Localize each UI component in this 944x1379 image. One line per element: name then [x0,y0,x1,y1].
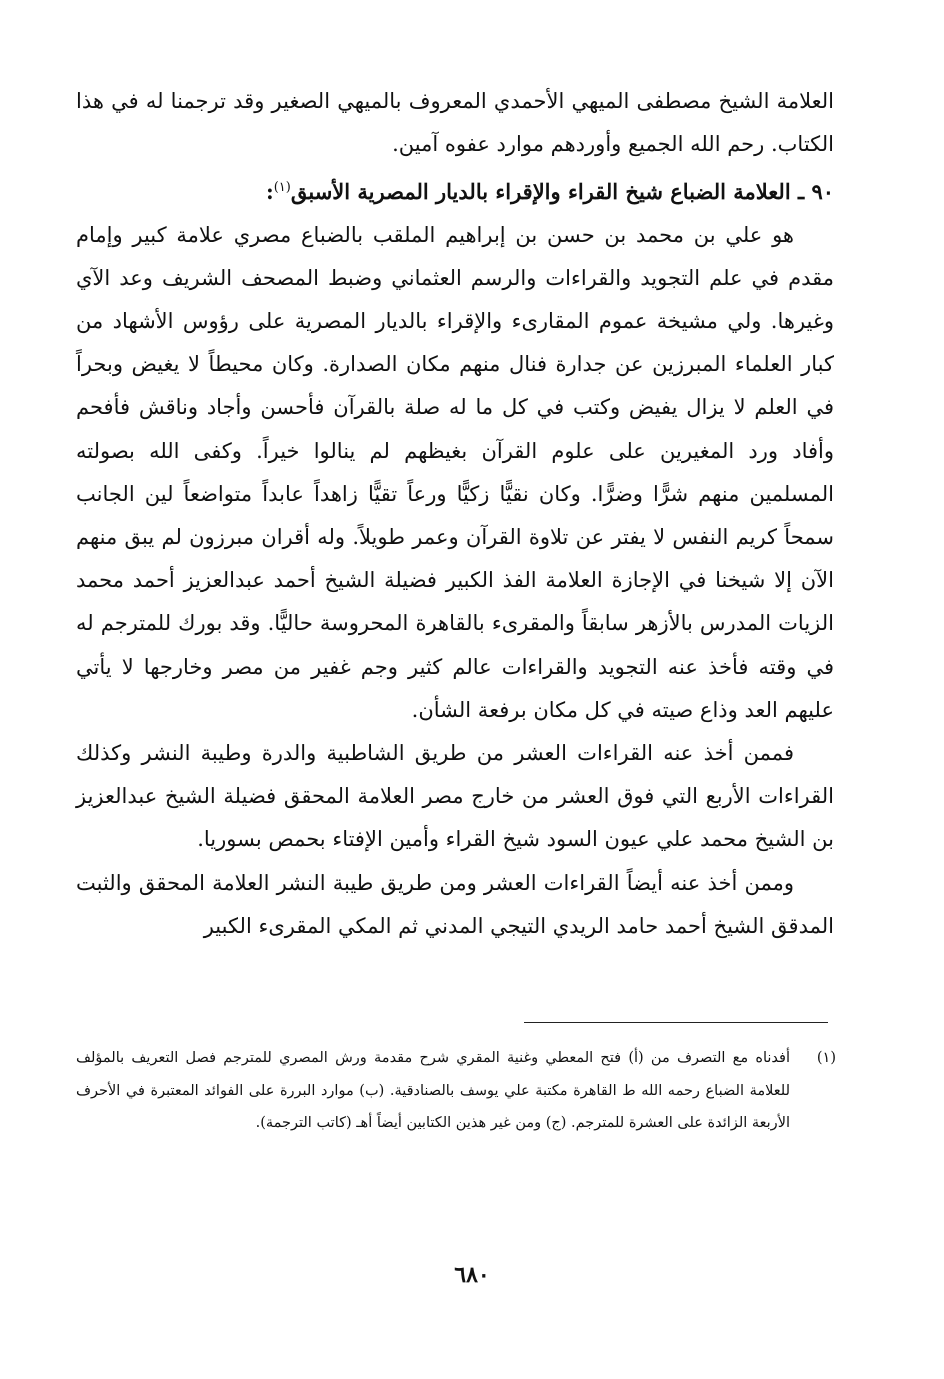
page-number: ٦٨٠ [454,1262,490,1288]
footnote-marker: (١) [816,1050,836,1066]
footnote-text: أفدناه مع التصرف من (أ) فتح المعطي وغنية المقري شرح مقدمة ورش المصري للمترجم فصل التعريف بالمؤلف للعلامة الضباع رحمه الله ط القاهرة مكتبة علي يوسف بالصنادقية. (ب) موارد البررة على الفوائد المعتبرة في الأحرف الأربعة الزائدة على العشرة للمترجم. (ج) ومن غير هذين الكتابين أيضاً أهـ (كاتب الترجمة). [76,1050,790,1131]
paragraph-students-1: فممن أخذ عنه القراءات العشر من طريق الشاطبية والدرة وطيبة النشر وكذلك القراءات الأربع التي فوق العشر من خارج مصر العلامة المحقق فضيلة الشيخ عبدالعزيز بن الشيخ محمد علي عيون السود شيخ القراء وأمين الإفتاء بحمص بسوريا. [76,741,834,852]
heading-colon: : [265,179,274,205]
footnote-reference[interactable]: (١) [273,180,291,196]
main-text [76,80,834,948]
footnote-separator [524,1022,828,1023]
paragraph-continuation: العلامة الشيخ مصطفى الميهي الأحمدي المعروف بالميهي الصغير وقد ترجمنا له في هذا الكتاب. رحم الله الجميع وأوردهم موارد عفوه آمين. [76,89,834,157]
entry-heading [76,166,834,213]
paragraph-biography: هو علي بن محمد بن حسن بن إبراهيم الملقب بالضباع مصري علامة كبير وإمام مقدم في علم التجويد والقراءات والرسم العثماني وضبط المصحف الشريف وعد الآي وغيرها. ولي مشيخة عموم المقارىء والإقراء بالديار المصرية على رؤوس الأشهاد من كبار العلماء المبرزين عن جدارة فنال منهم مكان الصدارة. وكان محيطاً لا يغيض وبحراً في العلم لا يزال يفيض وكتب في كل ما له صلة بالقرآن فأحسن وأجاد وناقش فأفحم وأفاد ورد المغيرين على علوم القرآن بغيظهم لم ينالوا خيراً. وكفى الله بصولته المسلمين منهم شرًّا وضرًّا. وكان نقيًّا زكيًّا ورعاً تقيًّا زاهداً عابداً متواضعاً لين الجانب سمحاً كريم النفس لا يفتر عن تلاوة القرآن وعمر طويلاً. وله أقران مبرزون لم يبق منهم الآن إلا شيخنا في الإجازة العلامة الفذ الكبير فضيلة الشيخ أحمد عبدالعزيز أحمد محمد الزيات المدرس بالأزهر سابقاً والمقرىء بالقاهرة المحروسة حاليًّا. وقد بورك للمترجم له في وقته فأخذ عنه التجويد والقراءات عالم كثير وجم غفير من مصر وخارجها لا يأتي عليهم العد وذاع صيته في كل مكان برفعة الشأن. [76,222,834,722]
heading-text: ٩٠ ـ العلامة الضباع شيخ القراء والإقراء بالديار المصرية الأسبق [290,179,834,205]
paragraph-students-2: وممن أخذ عنه أيضاً القراءات العشر ومن طريق طيبة النشر العلامة المحقق والثبت المدقق الشيخ أحمد حامد الريدي التيجي المدني ثم المكي المقرىء الكبير [76,870,834,938]
footnote [76,1042,836,1140]
